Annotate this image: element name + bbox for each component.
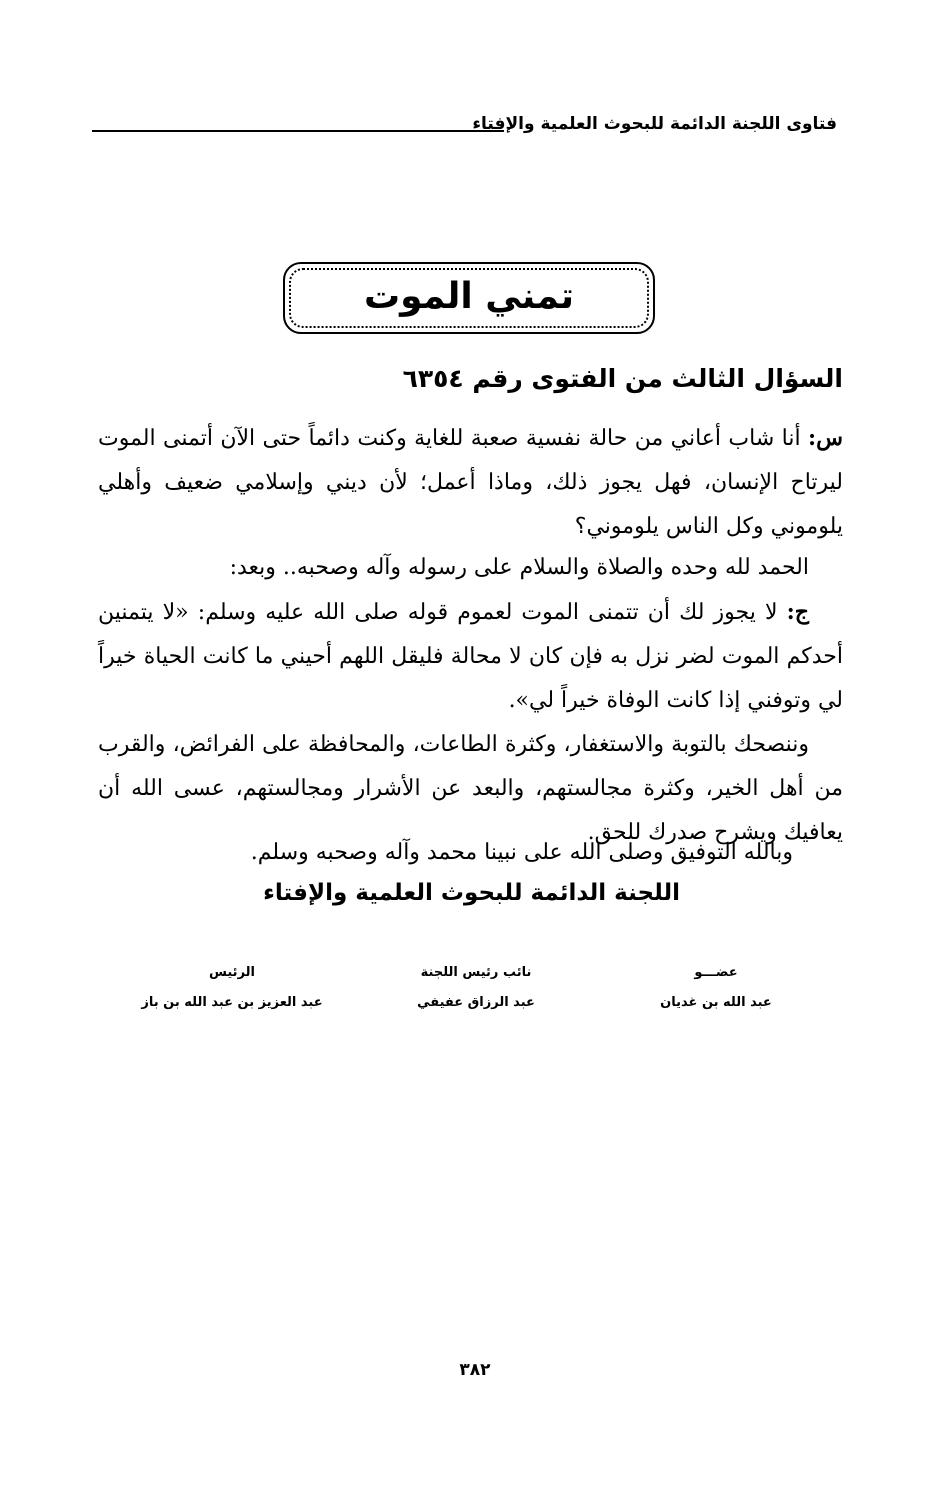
- signature-role: عضـــو: [694, 965, 738, 980]
- answer-text: لا يجوز لك أن تتمنى الموت لعموم قوله صلى الله عليه وسلم: «لا يتمنين أحدكم الموت لضر نزل به فإن كان لا محالة فليقل اللهم أحيني ما كانت الحياة خيراً لي وتوفني إذا كانت الوفاة خيراً لي».: [98, 600, 843, 713]
- signature-deputy: [376, 958, 576, 1018]
- signature-name: عبد الله بن غديان: [660, 995, 772, 1010]
- title-frame: [283, 262, 655, 334]
- signature-role: نائب رئيس اللجنة: [420, 965, 532, 980]
- answer-paragraph: [98, 590, 843, 723]
- question-block: [98, 416, 843, 549]
- question-text: أنا شاب أعاني من حالة نفسية صعبة للغاية وكنت دائماً حتى الآن أتمنى الموت ليرتاح الإنسان، فهل يجوز ذلك، وماذا أعمل؛ لأن ديني وإسلامي ضعيف وأهلي يلوموني وكل الناس يلوموني؟: [98, 426, 843, 539]
- header-rule: [92, 130, 504, 132]
- signature-member: [616, 958, 816, 1018]
- committee-name: اللجنة الدائمة للبحوث العلمية والإفتاء: [263, 880, 680, 906]
- question-label: س:: [808, 425, 843, 451]
- signature-role: الرئيس: [209, 965, 255, 980]
- closing-line: وبالله التوفيق وصلى الله على نبينا محمد وآله وصحبه وسلم.: [250, 840, 793, 865]
- page-number: ٣٨٢: [459, 1360, 491, 1380]
- signature-name: عبد العزيز بن عبد الله بن باز: [141, 995, 323, 1010]
- signature-name: عبد الرزاق عفيفي: [417, 995, 535, 1010]
- advice-paragraph: وننصحك بالتوبة والاستغفار، وكثرة الطاعات، والمحافظة على الفرائض، والقرب من أهل الخير، وكثرة مجالستهم، والبعد عن الأشرار ومجالستهم، عسى الله أن يعافيك ويشرح صدرك للحق.: [98, 732, 843, 845]
- running-header: [92, 110, 837, 140]
- question-heading: السؤال الثالث من الفتوى رقم ٦٣٥٤: [402, 364, 843, 393]
- page-title: تمني الموت: [363, 276, 575, 317]
- answer-label: ج:: [786, 599, 809, 625]
- praise-line: الحمد لله وحده والصلاة والسلام على رسوله وآله وصحبه.. وبعد:: [229, 555, 809, 580]
- answer-block: [98, 546, 843, 855]
- question-paragraph: [98, 416, 843, 549]
- running-title: فتاوى اللجنة الدائمة للبحوث العلمية والإفتاء: [472, 114, 837, 134]
- signature-president: [132, 958, 332, 1018]
